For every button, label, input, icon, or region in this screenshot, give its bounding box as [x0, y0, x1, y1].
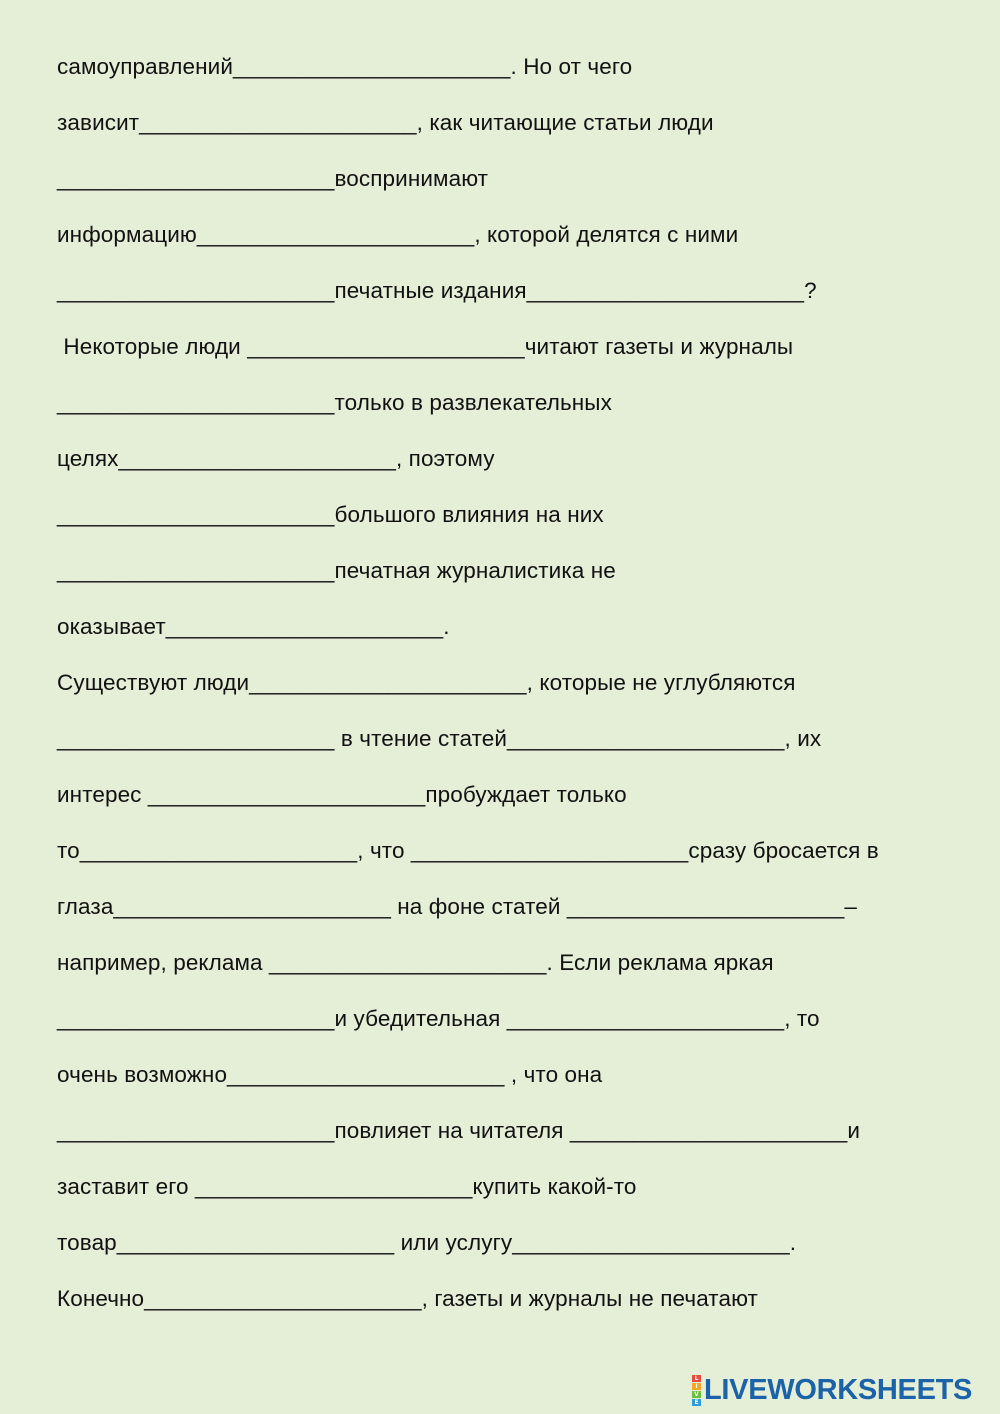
text-line: заставит его ______________________купить какой-то [57, 1174, 637, 1199]
text-line: ______________________только в развлекательных [57, 390, 612, 415]
text-line: ______________________ в чтение статей______________________, их [57, 726, 822, 751]
text-line: например, реклама ______________________. Если реклама яркая [57, 950, 774, 975]
text-line: глаза______________________ на фоне статей ______________________– [57, 894, 857, 919]
text-line: очень возможно______________________ , что она [57, 1062, 603, 1087]
text-line: Некоторые люди ______________________читают газеты и журналы [57, 334, 794, 359]
text-line: самоуправлений______________________. Но от чего [57, 54, 633, 79]
text-line: ______________________повлияет на читателя ______________________и [57, 1118, 861, 1143]
text-line: информацию______________________, которой делятся с ними [57, 222, 739, 247]
text-line: ______________________большого влияния на них [57, 502, 604, 527]
liveworksheets-mark-icon [692, 1375, 701, 1406]
logo-mark-letter: L [692, 1375, 701, 1382]
text-line: ______________________печатная журналистика не [57, 558, 616, 583]
logo-mark-letter: I [692, 1383, 701, 1390]
text-line: зависит______________________, как читающие статьи люди [57, 110, 714, 135]
text-line: то______________________, что ______________________сразу бросается в [57, 838, 879, 863]
text-line: целях______________________, поэтому [57, 446, 495, 471]
text-line: ______________________печатные издания______________________? [57, 278, 817, 303]
text-line: Существуют люди______________________, которые не углубляются [57, 670, 796, 695]
text-line: товар______________________ или услугу______________________. [57, 1230, 797, 1255]
liveworksheets-logo[interactable] [692, 1374, 972, 1406]
text-line: ______________________воспринимают [57, 166, 489, 191]
logo-mark-letter: V [692, 1391, 701, 1398]
text-line: ______________________и убедительная ______________________, то [57, 1006, 820, 1031]
logo-text: LIVEWORKSHEETS [704, 1373, 973, 1406]
text-line: интерес ______________________пробуждает только [57, 782, 627, 807]
text-line: оказывает______________________. [57, 614, 450, 639]
logo-mark-letter: E [692, 1399, 701, 1406]
text-line: Конечно______________________, газеты и журналы не печатают [57, 1286, 758, 1311]
